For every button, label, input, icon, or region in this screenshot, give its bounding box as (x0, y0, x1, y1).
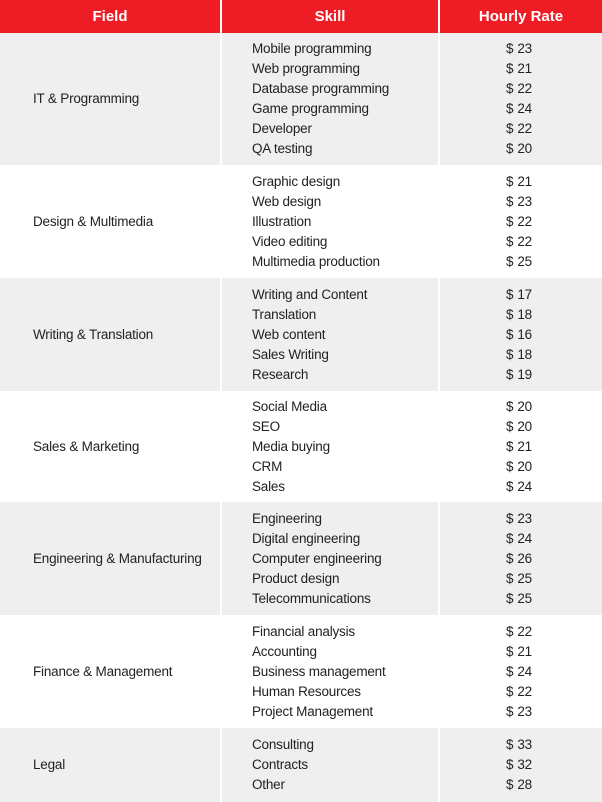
rate-number: 33 (517, 737, 532, 752)
hourly-rate-value (506, 232, 536, 252)
rate-number: 25 (517, 253, 532, 269)
skill-name: Computer engineering (252, 550, 382, 566)
skill-name: Social Media (252, 398, 327, 414)
table-row (0, 502, 602, 615)
hourly-rate-value (506, 119, 536, 139)
skill-cell (222, 165, 440, 278)
currency-symbol: $ (506, 438, 514, 454)
skill-name: Video editing (252, 233, 328, 249)
table-row (0, 728, 602, 802)
skill-cell (222, 615, 440, 728)
currency-symbol: $ (506, 253, 514, 269)
skill-name: Translation (252, 306, 317, 322)
skill-name: Product design (252, 570, 340, 586)
hourly-rate-value (506, 59, 536, 79)
skill-name: Database programming (252, 81, 390, 96)
rate-number: 21 (517, 643, 532, 659)
rate-number: 23 (517, 193, 532, 209)
hourly-rate-value (506, 662, 536, 682)
skill-name: Engineering (252, 510, 322, 526)
skill-name: Business management (252, 663, 386, 679)
currency-symbol: $ (506, 777, 514, 792)
rate-cell (440, 278, 602, 391)
currency-symbol: $ (506, 550, 514, 566)
skill-name: Human Resources (252, 683, 361, 699)
hourly-rate-value (506, 252, 536, 272)
hourly-rate-value (506, 622, 536, 642)
table-row (0, 615, 602, 728)
skill-name: Sales (252, 478, 285, 494)
rate-number: 24 (517, 101, 532, 116)
rate-cell (440, 615, 602, 728)
skill-name: Sales Writing (252, 346, 329, 362)
hourly-rate-value (506, 549, 536, 569)
skill-cell (222, 502, 440, 615)
rate-number: 28 (517, 777, 532, 792)
rate-number: 25 (517, 570, 532, 586)
hourly-rate-value (506, 212, 536, 232)
currency-symbol: $ (506, 683, 514, 699)
rate-number: 22 (517, 683, 532, 699)
currency-symbol: $ (506, 478, 514, 494)
rate-number: 24 (517, 663, 532, 679)
currency-symbol: $ (506, 757, 514, 772)
currency-symbol: $ (506, 81, 514, 96)
currency-symbol: $ (506, 663, 514, 679)
hourly-rate-value (506, 589, 536, 609)
skill-name: Web content (252, 326, 326, 342)
rate-number: 22 (517, 81, 532, 96)
skill-name: Other (252, 777, 285, 792)
rate-number: 23 (517, 41, 532, 56)
currency-symbol: $ (506, 530, 514, 546)
hourly-rate-value (506, 79, 536, 99)
hourly-rate-value (506, 99, 536, 119)
rate-cell (440, 33, 602, 165)
hourly-rate-value (506, 642, 536, 662)
rate-number: 22 (517, 121, 532, 136)
field-cell: Writing & Translation (0, 278, 222, 391)
rate-cell (440, 391, 602, 502)
currency-symbol: $ (506, 193, 514, 209)
rate-number: 22 (517, 213, 532, 229)
skill-name: Digital engineering (252, 530, 361, 546)
skill-name: Telecommunications (252, 590, 371, 606)
currency-symbol: $ (506, 41, 514, 56)
currency-symbol: $ (506, 286, 514, 302)
field-cell: Legal (0, 728, 222, 802)
skill-name: Illustration (252, 213, 312, 229)
currency-symbol: $ (506, 346, 514, 362)
currency-symbol: $ (506, 366, 514, 382)
currency-symbol: $ (506, 121, 514, 136)
hourly-rate-value (506, 39, 536, 59)
hourly-rate-value (506, 417, 536, 437)
rate-number: 24 (517, 478, 532, 494)
table-row (0, 391, 602, 502)
rate-number: 25 (517, 590, 532, 606)
rate-number: 22 (517, 233, 532, 249)
skill-name: Media buying (252, 438, 330, 454)
header-skill: Skill (222, 0, 440, 33)
rate-number: 21 (517, 173, 532, 189)
skill-cell (222, 391, 440, 502)
rate-number: 23 (517, 510, 532, 526)
skill-cell (222, 278, 440, 391)
skill-name: QA testing (252, 141, 313, 156)
header-field: Field (0, 0, 222, 33)
skill-name: Accounting (252, 643, 317, 659)
rate-number: 18 (517, 346, 532, 362)
skill-name: Graphic design (252, 173, 341, 189)
currency-symbol: $ (506, 101, 514, 116)
skill-name: Consulting (252, 737, 314, 752)
rate-cell (440, 165, 602, 278)
skill-name: Writing and Content (252, 286, 368, 302)
hourly-rate-value (506, 735, 536, 755)
currency-symbol: $ (506, 326, 514, 342)
table-row (0, 33, 602, 165)
table-row (0, 165, 602, 278)
rate-number: 17 (517, 286, 532, 302)
hourly-rate-value (506, 457, 536, 477)
skill-name: Research (252, 366, 309, 382)
rate-number: 20 (517, 398, 532, 414)
rate-cell (440, 502, 602, 615)
rate-number: 26 (517, 550, 532, 566)
hourly-rate-value (506, 509, 536, 529)
currency-symbol: $ (506, 623, 514, 639)
rate-number: 20 (517, 458, 532, 474)
rate-number: 21 (517, 438, 532, 454)
header-hourly-rate: Hourly Rate (478, 8, 564, 25)
rate-number: 16 (517, 326, 532, 342)
rate-number: 20 (517, 418, 532, 434)
currency-symbol: $ (506, 590, 514, 606)
field-cell: Finance & Management (0, 615, 222, 728)
rate-number: 24 (517, 530, 532, 546)
hourly-rate-value (506, 345, 536, 365)
hourly-rate-value (506, 755, 536, 775)
currency-symbol: $ (506, 643, 514, 659)
rate-number: 32 (517, 757, 532, 772)
skill-name: Developer (252, 121, 312, 136)
table-header (0, 0, 602, 33)
currency-symbol: $ (506, 458, 514, 474)
hourly-rate-value (506, 437, 536, 457)
field-cell: Design & Multimedia (0, 165, 222, 278)
skill-name: Mobile programming (252, 41, 372, 56)
skill-name: Web programming (252, 61, 360, 76)
skill-name: Contracts (252, 757, 308, 772)
currency-symbol: $ (506, 703, 514, 719)
skill-name: Multimedia production (252, 253, 380, 269)
hourly-rate-value (506, 172, 536, 192)
rate-cell (440, 728, 602, 802)
field-cell: IT & Programming (0, 33, 222, 165)
currency-symbol: $ (506, 418, 514, 434)
currency-symbol: $ (506, 737, 514, 752)
table-body (0, 33, 602, 802)
skill-cell (222, 728, 440, 802)
hourly-rate-value (506, 477, 536, 497)
skill-name: SEO (252, 418, 280, 434)
hourly-rate-value (506, 325, 536, 345)
hourly-rate-value (506, 305, 536, 325)
currency-symbol: $ (506, 510, 514, 526)
skill-name: Game programming (252, 101, 369, 116)
hourly-rate-value (506, 139, 536, 159)
currency-symbol: $ (506, 570, 514, 586)
rate-number: 19 (517, 366, 532, 382)
rate-number: 20 (517, 141, 532, 156)
skill-name: Financial analysis (252, 623, 355, 639)
currency-symbol: $ (506, 306, 514, 322)
currency-symbol: $ (506, 141, 514, 156)
skill-name: Project Management (252, 703, 373, 719)
rate-number: 22 (517, 623, 532, 639)
field-cell: Sales & Marketing (0, 391, 222, 502)
currency-symbol: $ (506, 233, 514, 249)
rate-number: 21 (517, 61, 532, 76)
hourly-rate-value (506, 192, 536, 212)
table-row (0, 278, 602, 391)
hourly-rate-value (506, 702, 536, 722)
skill-cell (222, 33, 440, 165)
hourly-rate-value (506, 529, 536, 549)
rate-number: 18 (517, 306, 532, 322)
currency-symbol: $ (506, 213, 514, 229)
skill-name: Web design (252, 193, 322, 209)
currency-symbol: $ (506, 61, 514, 76)
rate-number: 23 (517, 703, 532, 719)
currency-symbol: $ (506, 398, 514, 414)
hourly-rate-value (506, 285, 536, 305)
skill-name: CRM (252, 458, 283, 474)
hourly-rate-value (506, 775, 536, 795)
currency-symbol: $ (506, 173, 514, 189)
hourly-rate-value (506, 569, 536, 589)
field-cell: Engineering & Manufacturing (0, 502, 222, 615)
hourly-rate-value (506, 397, 536, 417)
hourly-rate-value (506, 682, 536, 702)
hourly-rate-value (506, 365, 536, 385)
